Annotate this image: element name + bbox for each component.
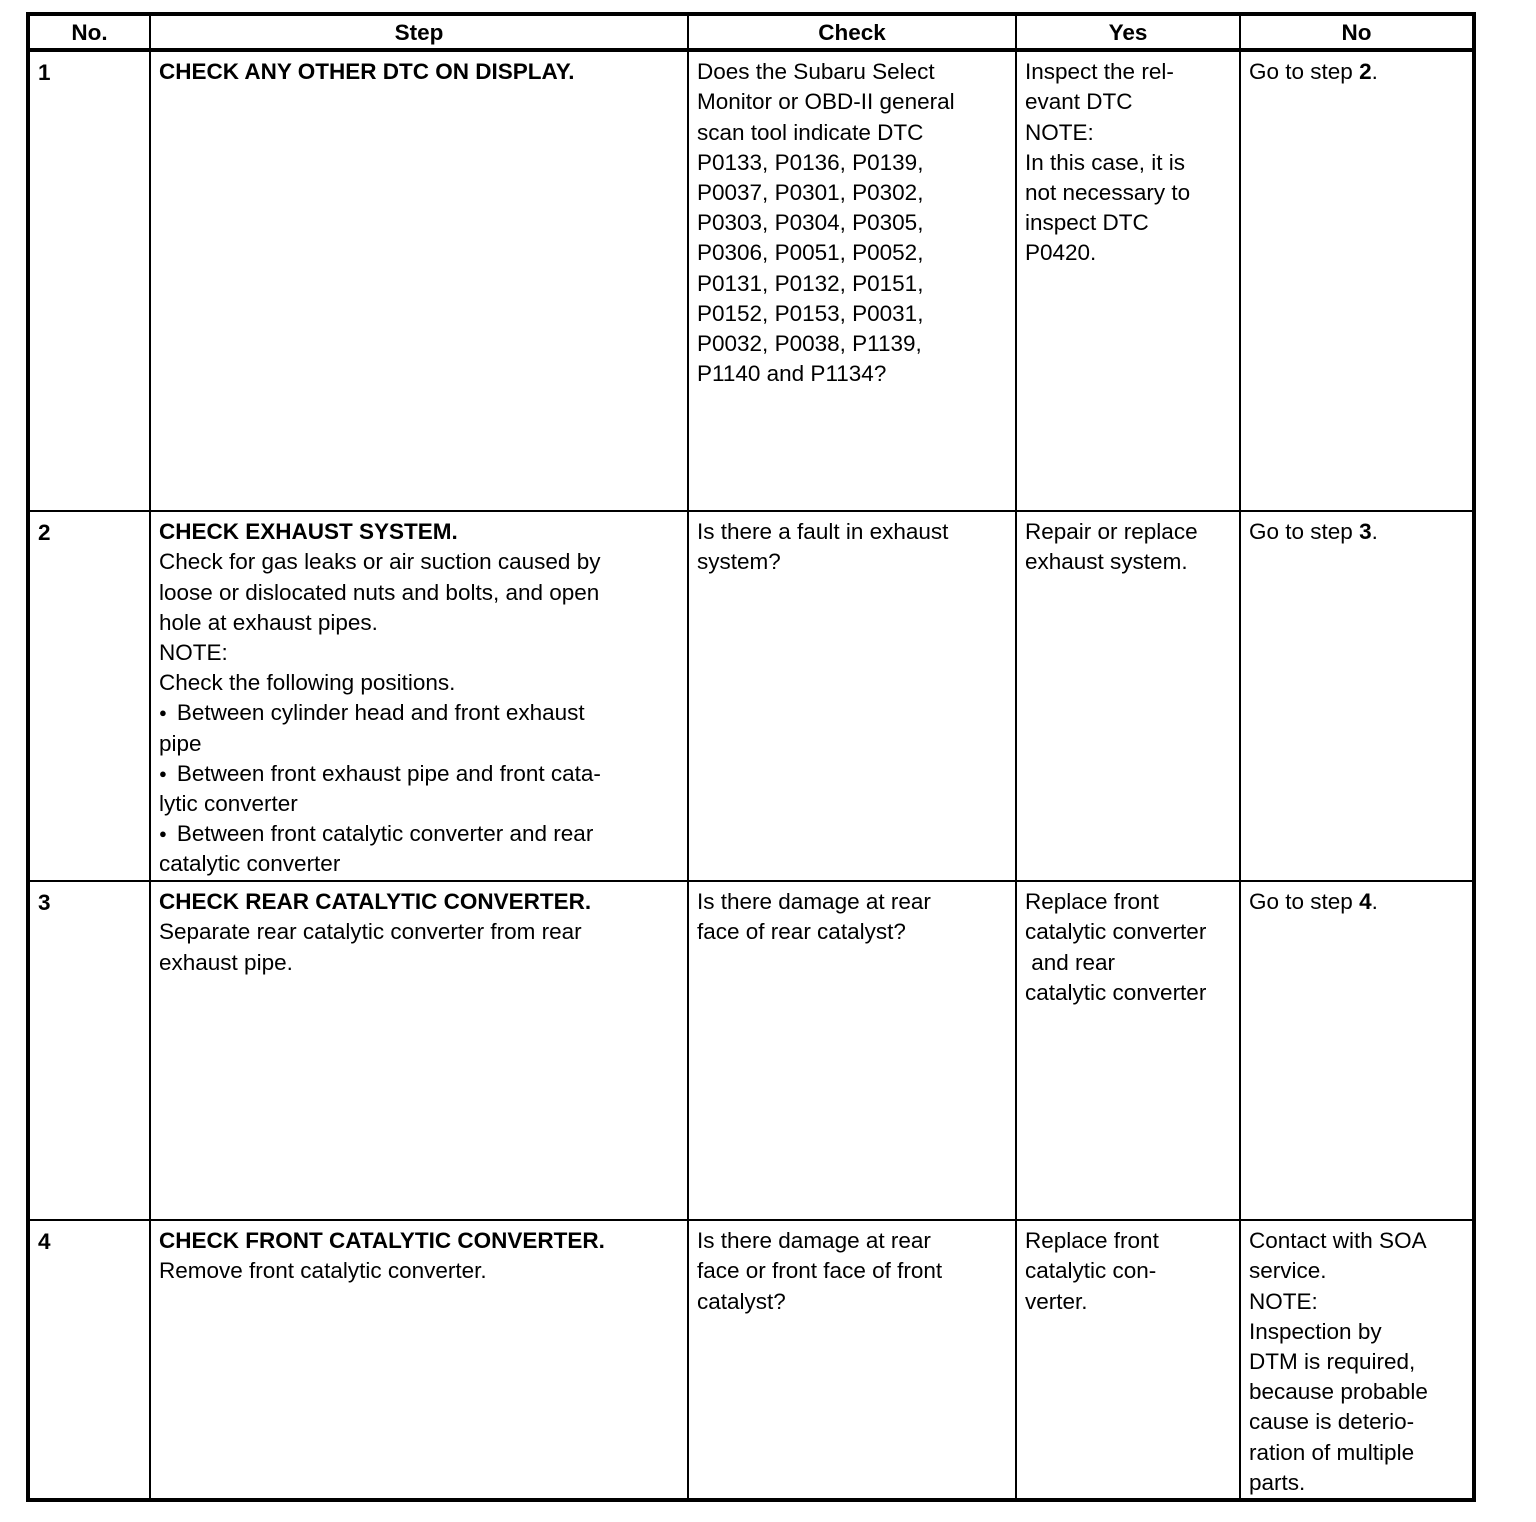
step-number: 1 — [28, 50, 150, 511]
step-line: Check for gas leaks or air suction caused by — [159, 549, 601, 575]
no-cell — [1240, 1220, 1474, 1500]
check-line: P0032, P0038, P1139, — [697, 331, 922, 357]
check-line: Is there damage at rear — [697, 889, 931, 915]
goto-text: Go to step — [1249, 59, 1360, 85]
goto-text: Go to step — [1249, 889, 1360, 915]
table-row — [28, 511, 1474, 881]
check-line: Is there damage at rear — [697, 1228, 931, 1254]
check-line: system? — [697, 549, 781, 575]
step-title: CHECK FRONT CATALYTIC CONVERTER. — [159, 1228, 605, 1254]
yes-line: inspect DTC — [1025, 210, 1149, 236]
table-row — [28, 50, 1474, 511]
yes-line: catalytic converter — [1025, 979, 1207, 1005]
yes-line: In this case, it is — [1025, 149, 1186, 175]
no-cell — [1240, 50, 1474, 511]
no-line: parts. — [1249, 1469, 1306, 1495]
header-step: Step — [150, 14, 688, 50]
header-no-result: No — [1240, 14, 1474, 50]
yes-cell — [1016, 50, 1240, 511]
yes-line: NOTE: — [1025, 119, 1094, 145]
goto-step-number: 2 — [1359, 59, 1372, 85]
yes-cell — [1016, 881, 1240, 1220]
header-check: Check — [688, 14, 1016, 50]
step-title: CHECK REAR CATALYTIC CONVERTER. — [159, 889, 592, 915]
bullet-item: ● Between cylinder head and front exhaust — [159, 698, 679, 728]
check-line: P0037, P0301, P0302, — [697, 180, 924, 206]
no-line: NOTE: — [1249, 1288, 1318, 1314]
step-line: Separate rear catalytic converter from rear — [159, 919, 582, 945]
check-line: face of rear catalyst? — [697, 919, 906, 945]
no-cell — [1240, 511, 1474, 881]
step-line: NOTE: — [159, 640, 228, 666]
no-line: cause is deterio- — [1249, 1409, 1415, 1435]
yes-line: not necessary to — [1025, 180, 1191, 206]
bullet-item: ● Between front catalytic converter and rear — [159, 819, 679, 849]
step-cell — [150, 1220, 688, 1500]
check-line: P0152, P0153, P0031, — [697, 300, 924, 326]
step-title: CHECK ANY OTHER DTC ON DISPLAY. — [159, 59, 575, 85]
check-cell — [688, 511, 1016, 881]
check-line: P0131, P0132, P0151, — [697, 270, 924, 296]
yes-line: exhaust system. — [1025, 549, 1188, 575]
goto-step-number: 4 — [1359, 889, 1372, 915]
table-row — [28, 1220, 1474, 1500]
yes-line: Replace front — [1025, 1228, 1159, 1254]
no-line: DTM is required, — [1249, 1349, 1416, 1375]
yes-cell — [1016, 511, 1240, 881]
check-line: P0133, P0136, P0139, — [697, 149, 924, 175]
header-no: No. — [28, 14, 150, 50]
check-cell — [688, 1220, 1016, 1500]
yes-line: Replace front — [1025, 889, 1159, 915]
step-cell — [150, 511, 688, 881]
check-line: Monitor or OBD-II general — [697, 89, 955, 115]
bullet-item-continuation: lytic converter — [159, 791, 298, 817]
goto-suffix: . — [1371, 889, 1378, 915]
check-cell — [688, 50, 1016, 511]
check-line: P0306, P0051, P0052, — [697, 240, 924, 266]
check-line: Is there a fault in exhaust — [697, 519, 949, 545]
step-number: 4 — [28, 1220, 150, 1500]
goto-suffix: . — [1371, 519, 1378, 545]
table-header-row — [28, 14, 1474, 50]
step-cell — [150, 881, 688, 1220]
step-title: CHECK EXHAUST SYSTEM. — [159, 519, 458, 545]
goto-step-number: 3 — [1359, 519, 1372, 545]
yes-line: Inspect the rel- — [1025, 59, 1174, 85]
yes-line: evant DTC — [1025, 89, 1133, 115]
bullet-item-continuation: catalytic converter — [159, 851, 341, 877]
check-line: P1140 and P1134? — [697, 361, 887, 387]
step-line: hole at exhaust pipes. — [159, 609, 378, 635]
step-line: Remove front catalytic converter. — [159, 1258, 487, 1284]
check-line: face or front face of front — [697, 1258, 943, 1284]
yes-line: catalytic converter — [1025, 919, 1207, 945]
check-line: catalyst? — [697, 1288, 786, 1314]
step-number: 3 — [28, 881, 150, 1220]
check-line: P0303, P0304, P0305, — [697, 210, 924, 236]
table-row — [28, 881, 1474, 1220]
check-line: Does the Subaru Select — [697, 59, 935, 85]
step-number: 2 — [28, 511, 150, 881]
bullet-item-continuation: pipe — [159, 730, 202, 756]
yes-line: and rear — [1025, 949, 1116, 975]
goto-text: Go to step — [1249, 519, 1360, 545]
check-line: scan tool indicate DTC — [697, 119, 924, 145]
step-cell — [150, 50, 688, 511]
no-line: ration of multiple — [1249, 1439, 1415, 1465]
goto-suffix: . — [1371, 59, 1378, 85]
header-yes: Yes — [1016, 14, 1240, 50]
yes-cell — [1016, 1220, 1240, 1500]
bullet-item: ● Between front exhaust pipe and front cata- — [159, 759, 679, 789]
check-cell — [688, 881, 1016, 1220]
no-line: service. — [1249, 1258, 1327, 1284]
diagnostic-procedure-table — [26, 12, 1476, 1502]
no-cell — [1240, 881, 1474, 1220]
no-line: Contact with SOA — [1249, 1228, 1427, 1254]
no-line: Inspection by — [1249, 1318, 1382, 1344]
no-line: because probable — [1249, 1379, 1428, 1405]
step-line: loose or dislocated nuts and bolts, and open — [159, 579, 600, 605]
step-line: Check the following positions. — [159, 670, 456, 696]
yes-line: P0420. — [1025, 240, 1097, 266]
yes-line: Repair or replace — [1025, 519, 1198, 545]
step-line: exhaust pipe. — [159, 949, 293, 975]
yes-line: catalytic con- — [1025, 1258, 1157, 1284]
yes-line: verter. — [1025, 1288, 1088, 1314]
